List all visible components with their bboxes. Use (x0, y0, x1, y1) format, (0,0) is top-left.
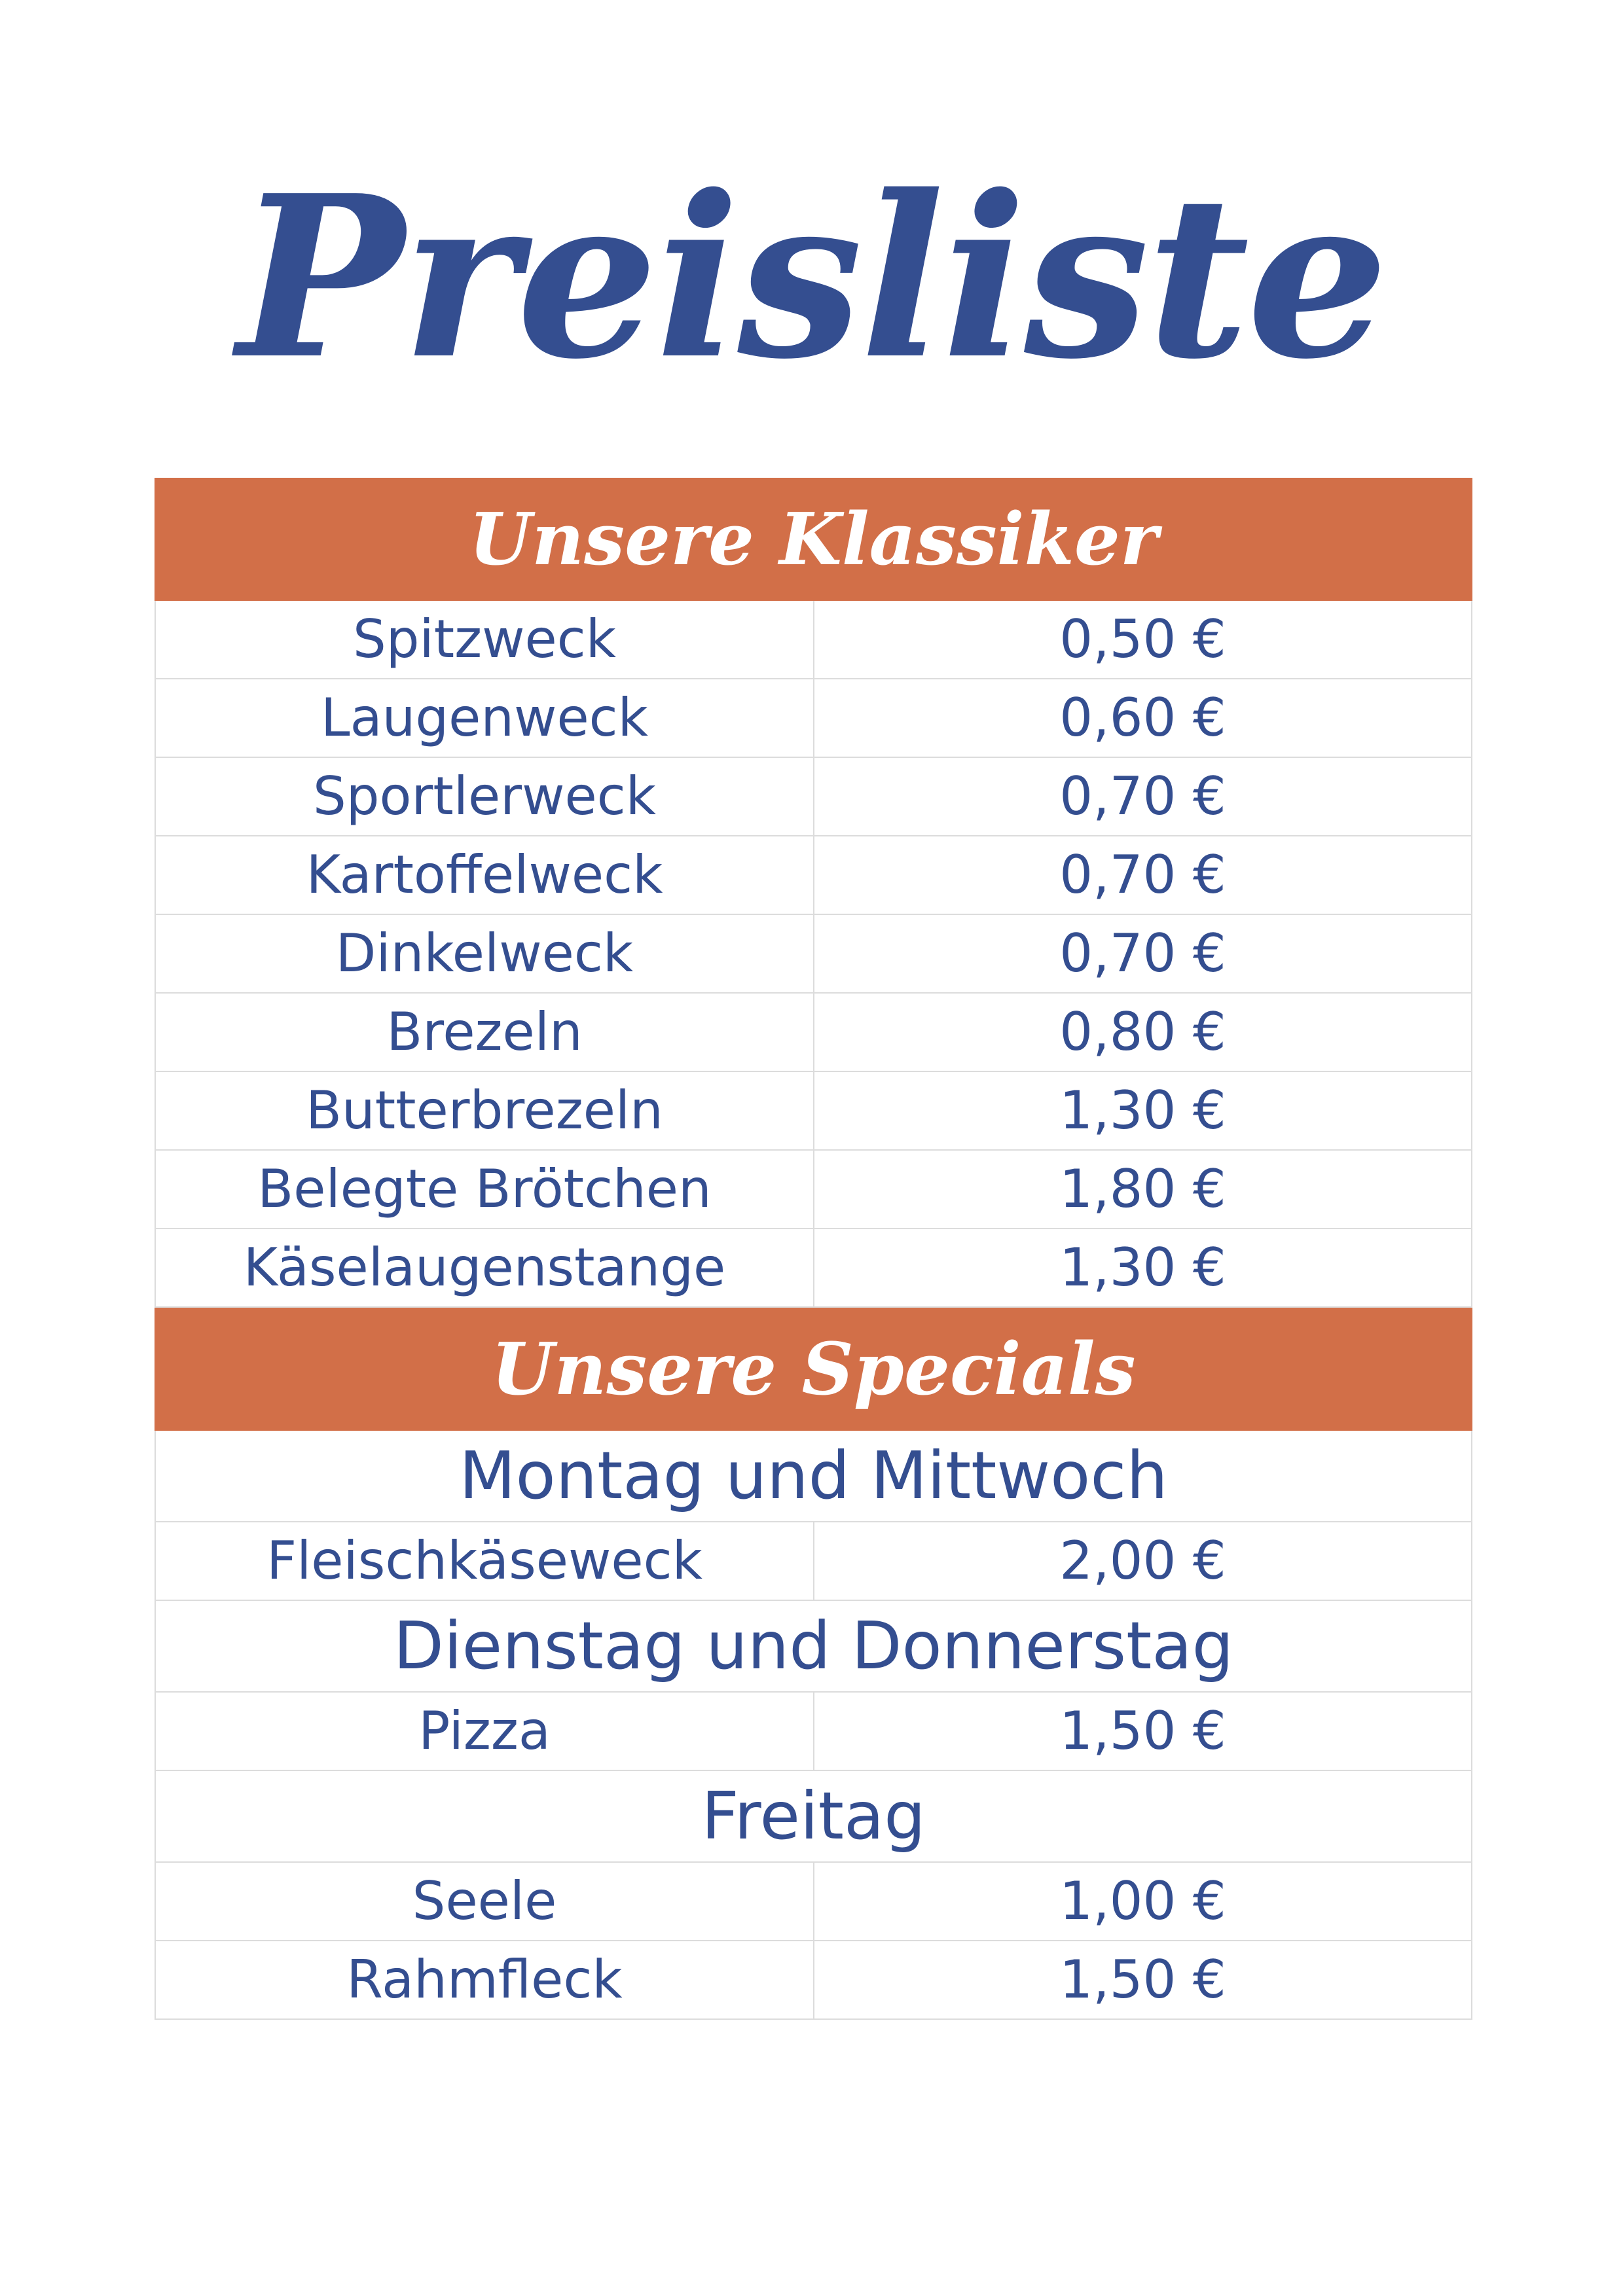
table-row (156, 1693, 1471, 1771)
item-name: Belegte Brötchen (156, 1151, 814, 1228)
table-row (156, 679, 1471, 758)
item-price: 0,50 € (1059, 609, 1226, 670)
table-row (156, 601, 1471, 679)
table-row (156, 1072, 1471, 1151)
day-heading: Montag und Mittwoch (156, 1431, 1471, 1522)
item-name: Sportlerweck (156, 758, 814, 835)
item-name: Kartoffelweck (156, 836, 814, 914)
item-price: 1,30 € (1059, 1237, 1226, 1298)
item-price: 0,70 € (1059, 923, 1226, 984)
item-price: 1,80 € (1059, 1158, 1226, 1219)
table-row (156, 1151, 1471, 1229)
item-name: Spitzweck (156, 601, 814, 678)
item-price: 0,80 € (1059, 1001, 1226, 1062)
item-name: Fleischkäseweck (156, 1522, 814, 1600)
item-price: 0,60 € (1059, 687, 1226, 748)
item-name: Rahmfleck (156, 1941, 814, 2018)
item-name: Butterbrezeln (156, 1072, 814, 1149)
day-heading: Dienstag und Donnerstag (156, 1601, 1471, 1693)
price-table (155, 478, 1472, 2020)
item-name: Dinkelweck (156, 915, 814, 992)
section-heading-klassiker: Unsere Klassiker (155, 478, 1472, 601)
table-row (156, 836, 1471, 915)
item-name: Laugenweck (156, 679, 814, 757)
day-heading: Freitag (156, 1771, 1471, 1863)
item-price: 1,50 € (1059, 1700, 1226, 1761)
item-name: Pizza (156, 1693, 814, 1770)
table-row (156, 994, 1471, 1072)
item-price: 0,70 € (1059, 844, 1226, 905)
item-name: Brezeln (156, 994, 814, 1071)
table-row (156, 758, 1471, 836)
table-row (156, 1863, 1471, 1941)
table-row (156, 1229, 1471, 1308)
item-name: Käselaugenstange (156, 1229, 814, 1306)
table-row (156, 1522, 1471, 1601)
item-price: 1,30 € (1059, 1080, 1226, 1141)
item-price: 2,00 € (1059, 1530, 1226, 1591)
table-row (156, 915, 1471, 994)
item-price: 1,00 € (1059, 1871, 1226, 1931)
page-title: Preisliste (237, 147, 1386, 408)
item-name: Seele (156, 1863, 814, 1940)
table-row (156, 1941, 1471, 2020)
item-price: 1,50 € (1059, 1949, 1226, 2010)
section-heading-specials: Unsere Specials (155, 1308, 1472, 1431)
item-price: 0,70 € (1059, 766, 1226, 827)
